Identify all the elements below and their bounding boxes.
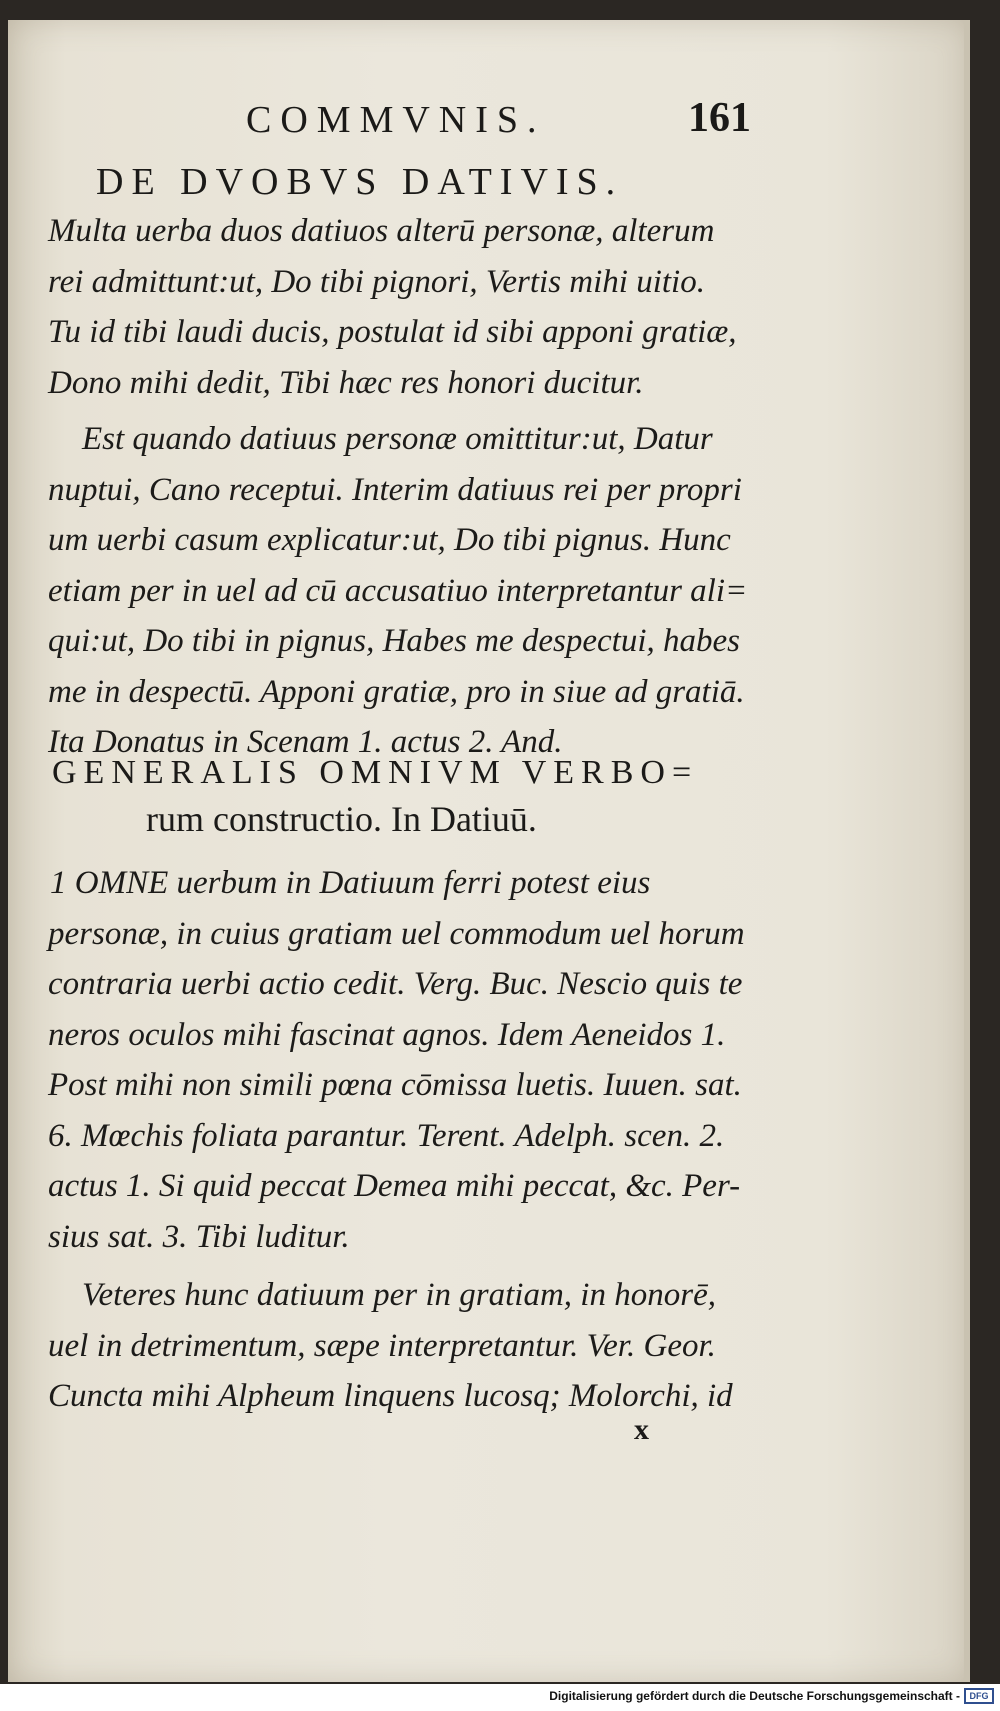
footer-credit: Digitalisierung gefördert durch die Deutsche Forschungsgemeinschaft -	[549, 1689, 960, 1703]
text-line: Tu id tibi laudi ducis, postulat id sibi apponi gratiæ,	[48, 314, 737, 350]
running-head-title: COMMVNIS.	[246, 99, 546, 141]
text-line: rei admittunt:ut, Do tibi pignori, Vertis mihi uitio.	[48, 263, 705, 300]
text-line: Dono mihi dedit, Tibi hæc res honori ducitur.	[48, 364, 644, 401]
text-line: Est quando datiuus personæ omittitur:ut, Datur	[82, 421, 713, 457]
text-line: 6. Mœchis foliata parantur. Terent. Adelph. scen. 2.	[48, 1117, 725, 1154]
text-line: Veteres hunc datiuum per in gratiam, in honorē,	[82, 1277, 716, 1313]
text-line: sius sat. 3. Tibi luditur.	[48, 1218, 350, 1255]
text-line: contraria uerbi actio cedit. Verg. Buc. Nescio quis te	[48, 966, 743, 1002]
section-title-line-2: rum constructio. In Datiuū.	[146, 799, 537, 839]
text-line: 1 OMNE uerbum in Datiuum ferri potest eius	[50, 865, 651, 901]
text-line: qui:ut, Do tibi in pignus, Habes me despectui, habes	[48, 623, 741, 659]
text-line: etiam per in uel ad cū accusatiuo interpretantur ali=	[48, 572, 748, 609]
text-line: me in despectū. Apponi gratiæ, pro in siue ad gratiā.	[48, 673, 745, 710]
text-line: personæ, in cuius gratiam uel commodum uel horum	[48, 915, 745, 952]
text-line: actus 1. Si quid peccat Demea mihi peccat, &c. Per-	[48, 1168, 741, 1204]
section-title	[52, 754, 772, 840]
text-line: Ita Donatus in Scenam 1. actus 2. And.	[48, 724, 563, 760]
paragraph-4	[48, 1270, 760, 1422]
footer-bar	[0, 1684, 1000, 1711]
running-head	[8, 95, 768, 148]
section-title-line-1: GENERALIS OMNIVM VERBO=	[52, 754, 699, 791]
paragraph-3	[48, 858, 760, 1262]
page-edge	[964, 20, 970, 1682]
dfg-logo: DFG	[964, 1688, 994, 1704]
paragraph-1	[48, 206, 760, 408]
paragraph-2	[48, 414, 760, 768]
text-line: Post mihi non simili pœna cōmissa luetis. Iuuen. sat.	[48, 1067, 742, 1103]
text-line: um uerbi casum explicatur:ut, Do tibi pignus. Hunc	[48, 522, 731, 558]
text-line: Multa uerba duos datiuos alterū personæ, alterum	[48, 213, 715, 249]
text-line: neros oculos mihi fascinat agnos. Idem Aeneidos 1.	[48, 1016, 726, 1053]
book-page	[8, 20, 970, 1682]
page-number: 161	[688, 95, 751, 141]
chapter-heading: DE DVOBVS DATIVIS.	[96, 161, 624, 203]
text-line: uel in detrimentum, sæpe interpretantur. Ver. Geor.	[48, 1327, 716, 1364]
text-line: Cuncta mihi Alpheum linquens lucosq; Molorchi, id	[48, 1378, 733, 1414]
catchword: x	[634, 1413, 649, 1446]
text-line: nuptui, Cano receptui. Interim datiuus rei per propri	[48, 471, 742, 508]
